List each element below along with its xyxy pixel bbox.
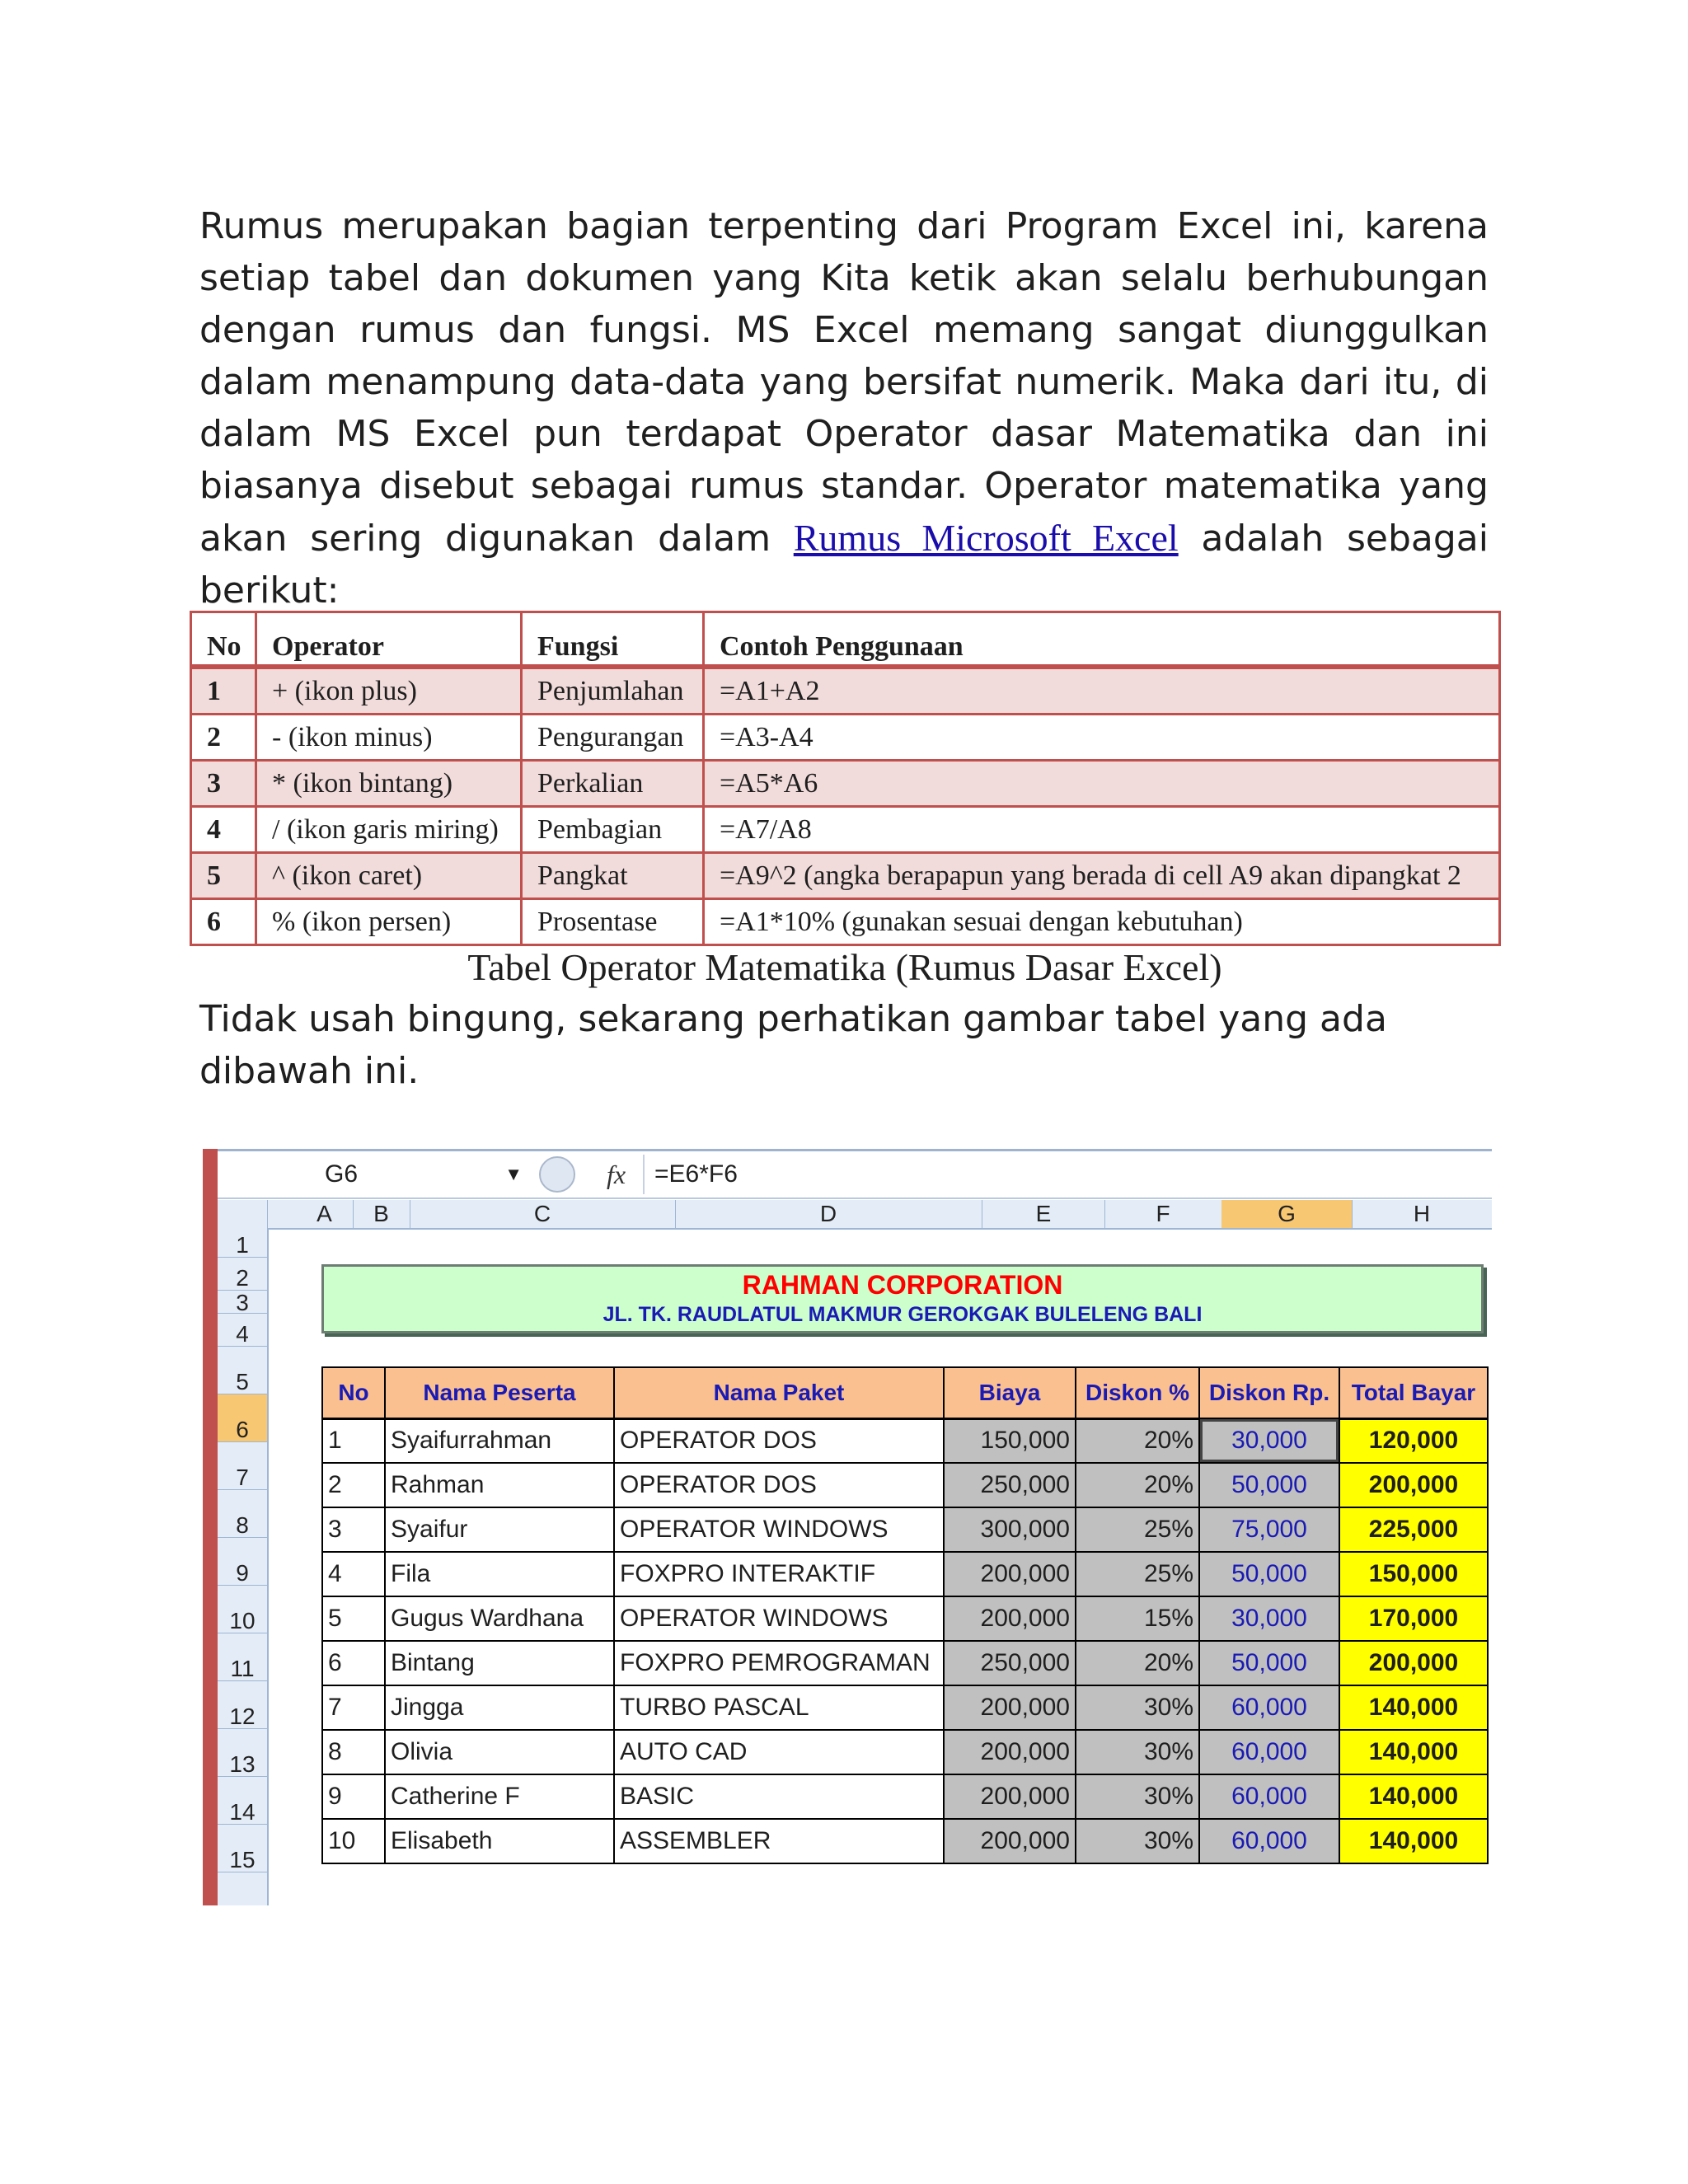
sheet-cell[interactable]: Elisabeth [385,1819,614,1863]
formula-bar [218,1149,1492,1199]
sheet-row [322,1418,1488,1463]
sheet-cell[interactable]: 200,000 [944,1596,1076,1641]
sheet-cell[interactable]: 3 [322,1507,385,1552]
operator-row [191,715,1500,761]
sheet-cell[interactable]: AUTO CAD [614,1730,944,1774]
intro-paragraph [199,200,1489,616]
resize-handle-icon[interactable] [539,1156,575,1193]
column-header[interactable]: G [1221,1200,1353,1228]
sheet-cell[interactable]: 25% [1076,1507,1199,1552]
sheet-cell[interactable]: 200,000 [1339,1641,1488,1685]
operator-cell: / (ikon garis miring) [256,807,522,853]
operator-row [191,761,1500,807]
company-title-box [321,1264,1484,1333]
sheet-row [322,1552,1488,1596]
operator-cell: - (ikon minus) [256,715,522,761]
operator-row [191,807,1500,853]
operator-row [191,899,1500,945]
column-header[interactable]: D [675,1200,982,1228]
name-box-value: G6 [325,1160,359,1188]
sheet-cell[interactable]: BASIC [614,1774,944,1819]
formula-input[interactable]: =E6*F6 [654,1160,738,1188]
sheet-cell[interactable]: ASSEMBLER [614,1819,944,1863]
name-box[interactable] [218,1151,531,1197]
sheet-cell[interactable]: 20% [1076,1463,1199,1507]
row-headers [218,1228,269,1905]
intro-text-after: adalah sebagai berikut: [199,518,1489,612]
sheet-cell[interactable]: 150,000 [944,1418,1076,1463]
row-header[interactable]: 13 [218,1729,267,1777]
sheet-cell[interactable]: FOXPRO INTERAKTIF [614,1552,944,1596]
operator-cell: * (ikon bintang) [256,761,522,807]
sheet-cell[interactable]: OPERATOR WINDOWS [614,1596,944,1641]
operator-cell: =A1+A2 [704,667,1500,715]
sheet-cell[interactable]: 30% [1076,1819,1199,1863]
sheet-col-header[interactable]: Total Bayar [1339,1367,1488,1418]
operator-cell: ^ (ikon caret) [256,853,522,899]
sheet-cell[interactable]: Rahman [385,1463,614,1507]
sheet-cell[interactable]: Syaifur [385,1507,614,1552]
operator-cell: + (ikon plus) [256,667,522,715]
table-caption: Tabel Operator Matematika (Rumus Dasar Excel) [467,946,1222,988]
sheet-cell[interactable]: 30% [1076,1685,1199,1730]
sheet-cell[interactable]: 140,000 [1339,1685,1488,1730]
row-header[interactable]: 11 [218,1633,267,1681]
operator-cell: Pengurangan [522,715,704,761]
sheet-cell[interactable]: FOXPRO PEMROGRAMAN [614,1641,944,1685]
column-header[interactable]: H [1352,1200,1492,1228]
sheet-cell[interactable]: 30,000 [1199,1418,1339,1463]
sheet-cell[interactable]: 10 [322,1819,385,1863]
sheet-cell[interactable]: 30% [1076,1730,1199,1774]
operator-col-header: No [191,612,256,668]
decorative-bar [203,1149,218,1905]
sheet-cell[interactable]: 7 [322,1685,385,1730]
sheet-row [322,1685,1488,1730]
company-address: JL. TK. RAUDLATUL MAKMUR GEROKGAK BULELENG BALI [603,1303,1203,1326]
intro-text-before: Rumus merupakan bagian terpenting dari Program Excel ini, karena setiap tabel dan dokumen yang Kita ketik akan selalu berhubungan dengan rumus dan fungsi. MS Excel memang sangat diunggulkan dalam menampung data-data yang bersifat numerik. Maka dari itu, di dalam MS Excel pun terdapat Operator dasar Matematika dan ini biasanya disebut sebagai rumus standar. Operator matematika yang akan sering digunakan dalam [199,205,1489,560]
sheet-cell[interactable]: 6 [322,1641,385,1685]
function-icon[interactable]: fx [607,1160,626,1189]
sheet-col-header[interactable]: Nama Peserta [385,1367,614,1418]
sheet-cell[interactable]: 75,000 [1199,1507,1339,1552]
sheet-cell[interactable]: 140,000 [1339,1730,1488,1774]
sheet-cell[interactable]: 30,000 [1199,1596,1339,1641]
row-header[interactable]: 2 [218,1258,267,1291]
sheet-cell[interactable]: 20% [1076,1418,1199,1463]
sheet-col-header[interactable]: No [322,1367,385,1418]
column-header[interactable]: C [410,1200,676,1228]
row-header[interactable]: 1 [218,1228,267,1258]
operator-cell: =A5*A6 [704,761,1500,807]
sheet-cell[interactable]: 200,000 [944,1774,1076,1819]
sheet-cell[interactable]: Gugus Wardhana [385,1596,614,1641]
operator-cell: 6 [191,899,256,945]
sheet-col-header[interactable]: Diskon Rp. [1199,1367,1339,1418]
sheet-cell[interactable]: Fila [385,1552,614,1596]
sheet-header-row [322,1367,1488,1418]
operator-cell: =A1*10% (gunakan sesuai dengan kebutuhan) [704,899,1500,945]
sheet-row [322,1730,1488,1774]
operator-col-header: Contoh Penggunaan [704,612,1500,668]
operator-cell: Penjumlahan [522,667,704,715]
operator-table [190,611,1501,946]
sheet-row [322,1641,1488,1685]
sheet-cell[interactable]: 60,000 [1199,1730,1339,1774]
sheet-cell[interactable]: OPERATOR WINDOWS [614,1507,944,1552]
operator-cell: 4 [191,807,256,853]
row-header[interactable]: 12 [218,1681,267,1729]
sheet-cell[interactable]: 20% [1076,1641,1199,1685]
row-header[interactable]: 5 [218,1347,267,1394]
sheet-cell[interactable]: 60,000 [1199,1685,1339,1730]
sheet-cell[interactable]: 200,000 [944,1685,1076,1730]
sheet-cell[interactable]: OPERATOR DOS [614,1418,944,1463]
operator-col-header: Operator [256,612,522,668]
column-headers [218,1200,1492,1230]
sheet-cell[interactable]: 50,000 [1199,1552,1339,1596]
sheet-cell[interactable]: TURBO PASCAL [614,1685,944,1730]
operator-col-header: Fungsi [522,612,704,668]
operator-cell: % (ikon persen) [256,899,522,945]
sheet-cell[interactable]: 25% [1076,1552,1199,1596]
operator-table-header [191,612,1500,668]
company-name: RAHMAN CORPORATION [742,1270,1063,1300]
sheet-cell[interactable]: 200,000 [1339,1463,1488,1507]
sheet-cell[interactable]: 300,000 [944,1507,1076,1552]
row-header[interactable]: 14 [218,1777,267,1825]
operator-cell: =A7/A8 [704,807,1500,853]
sheet-cell[interactable]: 140,000 [1339,1774,1488,1819]
sheet-cell[interactable]: 4 [322,1552,385,1596]
sheet-cell[interactable]: Catherine F [385,1774,614,1819]
sheet-cell[interactable]: Jingga [385,1685,614,1730]
sheet-cell[interactable]: 15% [1076,1596,1199,1641]
sheet-cell[interactable]: 9 [322,1774,385,1819]
sheet-cell[interactable]: 60,000 [1199,1819,1339,1863]
sheet-cell[interactable]: OPERATOR DOS [614,1463,944,1507]
row-header[interactable]: 3 [218,1291,267,1314]
rumus-excel-link[interactable]: Rumus Microsoft Excel [793,517,1179,559]
operator-cell: Pembagian [522,807,704,853]
sheet-cell[interactable]: 5 [322,1596,385,1641]
operator-cell: 3 [191,761,256,807]
sheet-col-header[interactable]: Biaya [944,1367,1076,1418]
sheet-cell[interactable]: Bintang [385,1641,614,1685]
sheet-cell[interactable]: 200,000 [944,1819,1076,1863]
sheet-cell[interactable]: 170,000 [1339,1596,1488,1641]
operator-row [191,667,1500,715]
operator-cell: =A3-A4 [704,715,1500,761]
row-header[interactable]: 9 [218,1538,267,1586]
row-header[interactable]: 15 [218,1825,267,1872]
operator-cell: Pangkat [522,853,704,899]
sheet-cell[interactable]: 50,000 [1199,1463,1339,1507]
sheet-cell[interactable]: 60,000 [1199,1774,1339,1819]
sheet-cell[interactable]: 8 [322,1730,385,1774]
column-header[interactable]: E [982,1200,1105,1228]
sheet-cell[interactable]: 225,000 [1339,1507,1488,1552]
sheet-cell[interactable]: 250,000 [944,1463,1076,1507]
sheet-cell[interactable]: 250,000 [944,1641,1076,1685]
row-header[interactable]: 7 [218,1442,267,1490]
sheet-row [322,1507,1488,1552]
chevron-down-icon[interactable]: ▼ [504,1164,523,1184]
sheet-cell[interactable]: 150,000 [1339,1552,1488,1596]
row-header[interactable]: 6 [218,1394,267,1442]
row-header[interactable]: 4 [218,1314,267,1347]
sheet-cell[interactable]: 200,000 [944,1552,1076,1596]
operator-row [191,853,1500,899]
sheet-row [322,1596,1488,1641]
column-header[interactable]: F [1104,1200,1222,1228]
row-header[interactable]: 10 [218,1586,267,1633]
sheet-cell[interactable]: Syaifurrahman [385,1418,614,1463]
sheet-cell[interactable]: 200,000 [944,1730,1076,1774]
sheet-cell[interactable]: 1 [322,1418,385,1463]
select-all-corner[interactable] [218,1200,268,1228]
sheet-row [322,1774,1488,1819]
sheet-cell[interactable]: 120,000 [1339,1418,1488,1463]
sales-sheet-table [321,1366,1489,1864]
sheet-col-header[interactable]: Diskon % [1076,1367,1199,1418]
sheet-row [322,1463,1488,1507]
sheet-cell[interactable]: 140,000 [1339,1819,1488,1863]
operator-cell: 1 [191,667,256,715]
formula-separator [643,1155,645,1194]
column-header[interactable]: B [353,1200,410,1228]
operator-cell: Prosentase [522,899,704,945]
sheet-cell[interactable]: 30% [1076,1774,1199,1819]
sheet-col-header[interactable]: Nama Paket [614,1367,944,1418]
sheet-cell[interactable]: 50,000 [1199,1641,1339,1685]
operator-cell: 5 [191,853,256,899]
operator-cell: 2 [191,715,256,761]
column-header[interactable]: A [296,1200,354,1228]
excel-screenshot [203,1149,1492,1905]
operator-cell: =A9^2 (angka berapapun yang berada di cell A9 akan dipangkat 2 [704,853,1500,899]
paragraph-two: Tidak usah bingung, sekarang perhatikan gambar tabel yang ada dibawah ini. [199,998,1387,1092]
sheet-cell[interactable]: Olivia [385,1730,614,1774]
operator-cell: Perkalian [522,761,704,807]
sheet-row [322,1819,1488,1863]
row-header[interactable]: 8 [218,1490,267,1538]
sheet-cell[interactable]: 2 [322,1463,385,1507]
